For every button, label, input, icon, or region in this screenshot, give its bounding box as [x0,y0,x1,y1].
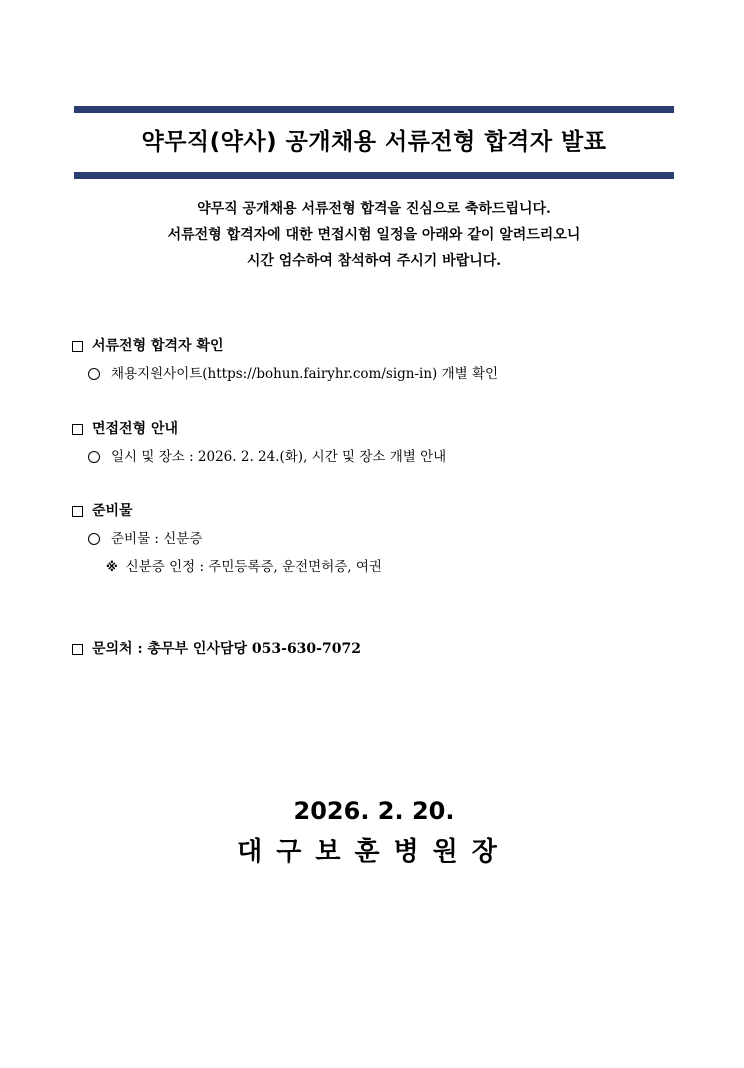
checkbox-square-icon [72,506,83,517]
section-heading: 면접전형 안내 [92,421,179,437]
intro-line-3: 시간 엄수하여 참석하여 주시기 바랍니다. [246,253,502,269]
intro-paragraph [74,196,674,274]
checkbox-square-icon [72,424,83,435]
section-item: 준비물 : 신분증 [111,531,203,547]
section-item: 채용지원사이트(https://bohun.fairyhr.com/sign-in) 개별 확인 [111,366,499,382]
section-contact [72,638,692,660]
bullet-circle-icon [88,368,100,380]
title-bottom-rule [74,172,674,179]
section-interview [72,418,692,468]
intro-line-2: 서류전형 합격자에 대한 면접시험 일정을 아래와 같이 알려드리오니 [167,227,581,243]
contact-info: 문의처 : 총무부 인사담당 053-630-7072 [92,641,361,657]
section-item: 일시 및 장소 : 2026. 2. 24.(화), 시간 및 장소 개별 안내 [111,449,447,465]
page-title: 약무직(약사) 공개채용 서류전형 합격자 발표 [141,129,607,155]
issuer-signature: 대구보훈병원장 [237,837,511,867]
section-heading: 준비물 [92,503,133,519]
section-heading: 서류전형 합격자 확인 [92,338,224,354]
section-supplies [72,500,692,578]
bullet-circle-icon [88,533,100,545]
reference-mark-icon: ※ [106,560,118,574]
section-note: 신분증 인정 : 주민등록증, 운전면허증, 여권 [125,559,382,575]
checkbox-square-icon [72,644,83,655]
bullet-circle-icon [88,451,100,463]
section-document-result [72,335,692,385]
announcement-date: 2026. 2. 20. [293,797,455,825]
title-top-rule [74,106,674,113]
intro-line-1: 약무직 공개채용 서류전형 합격을 진심으로 축하드립니다. [197,201,551,217]
checkbox-square-icon [72,341,83,352]
